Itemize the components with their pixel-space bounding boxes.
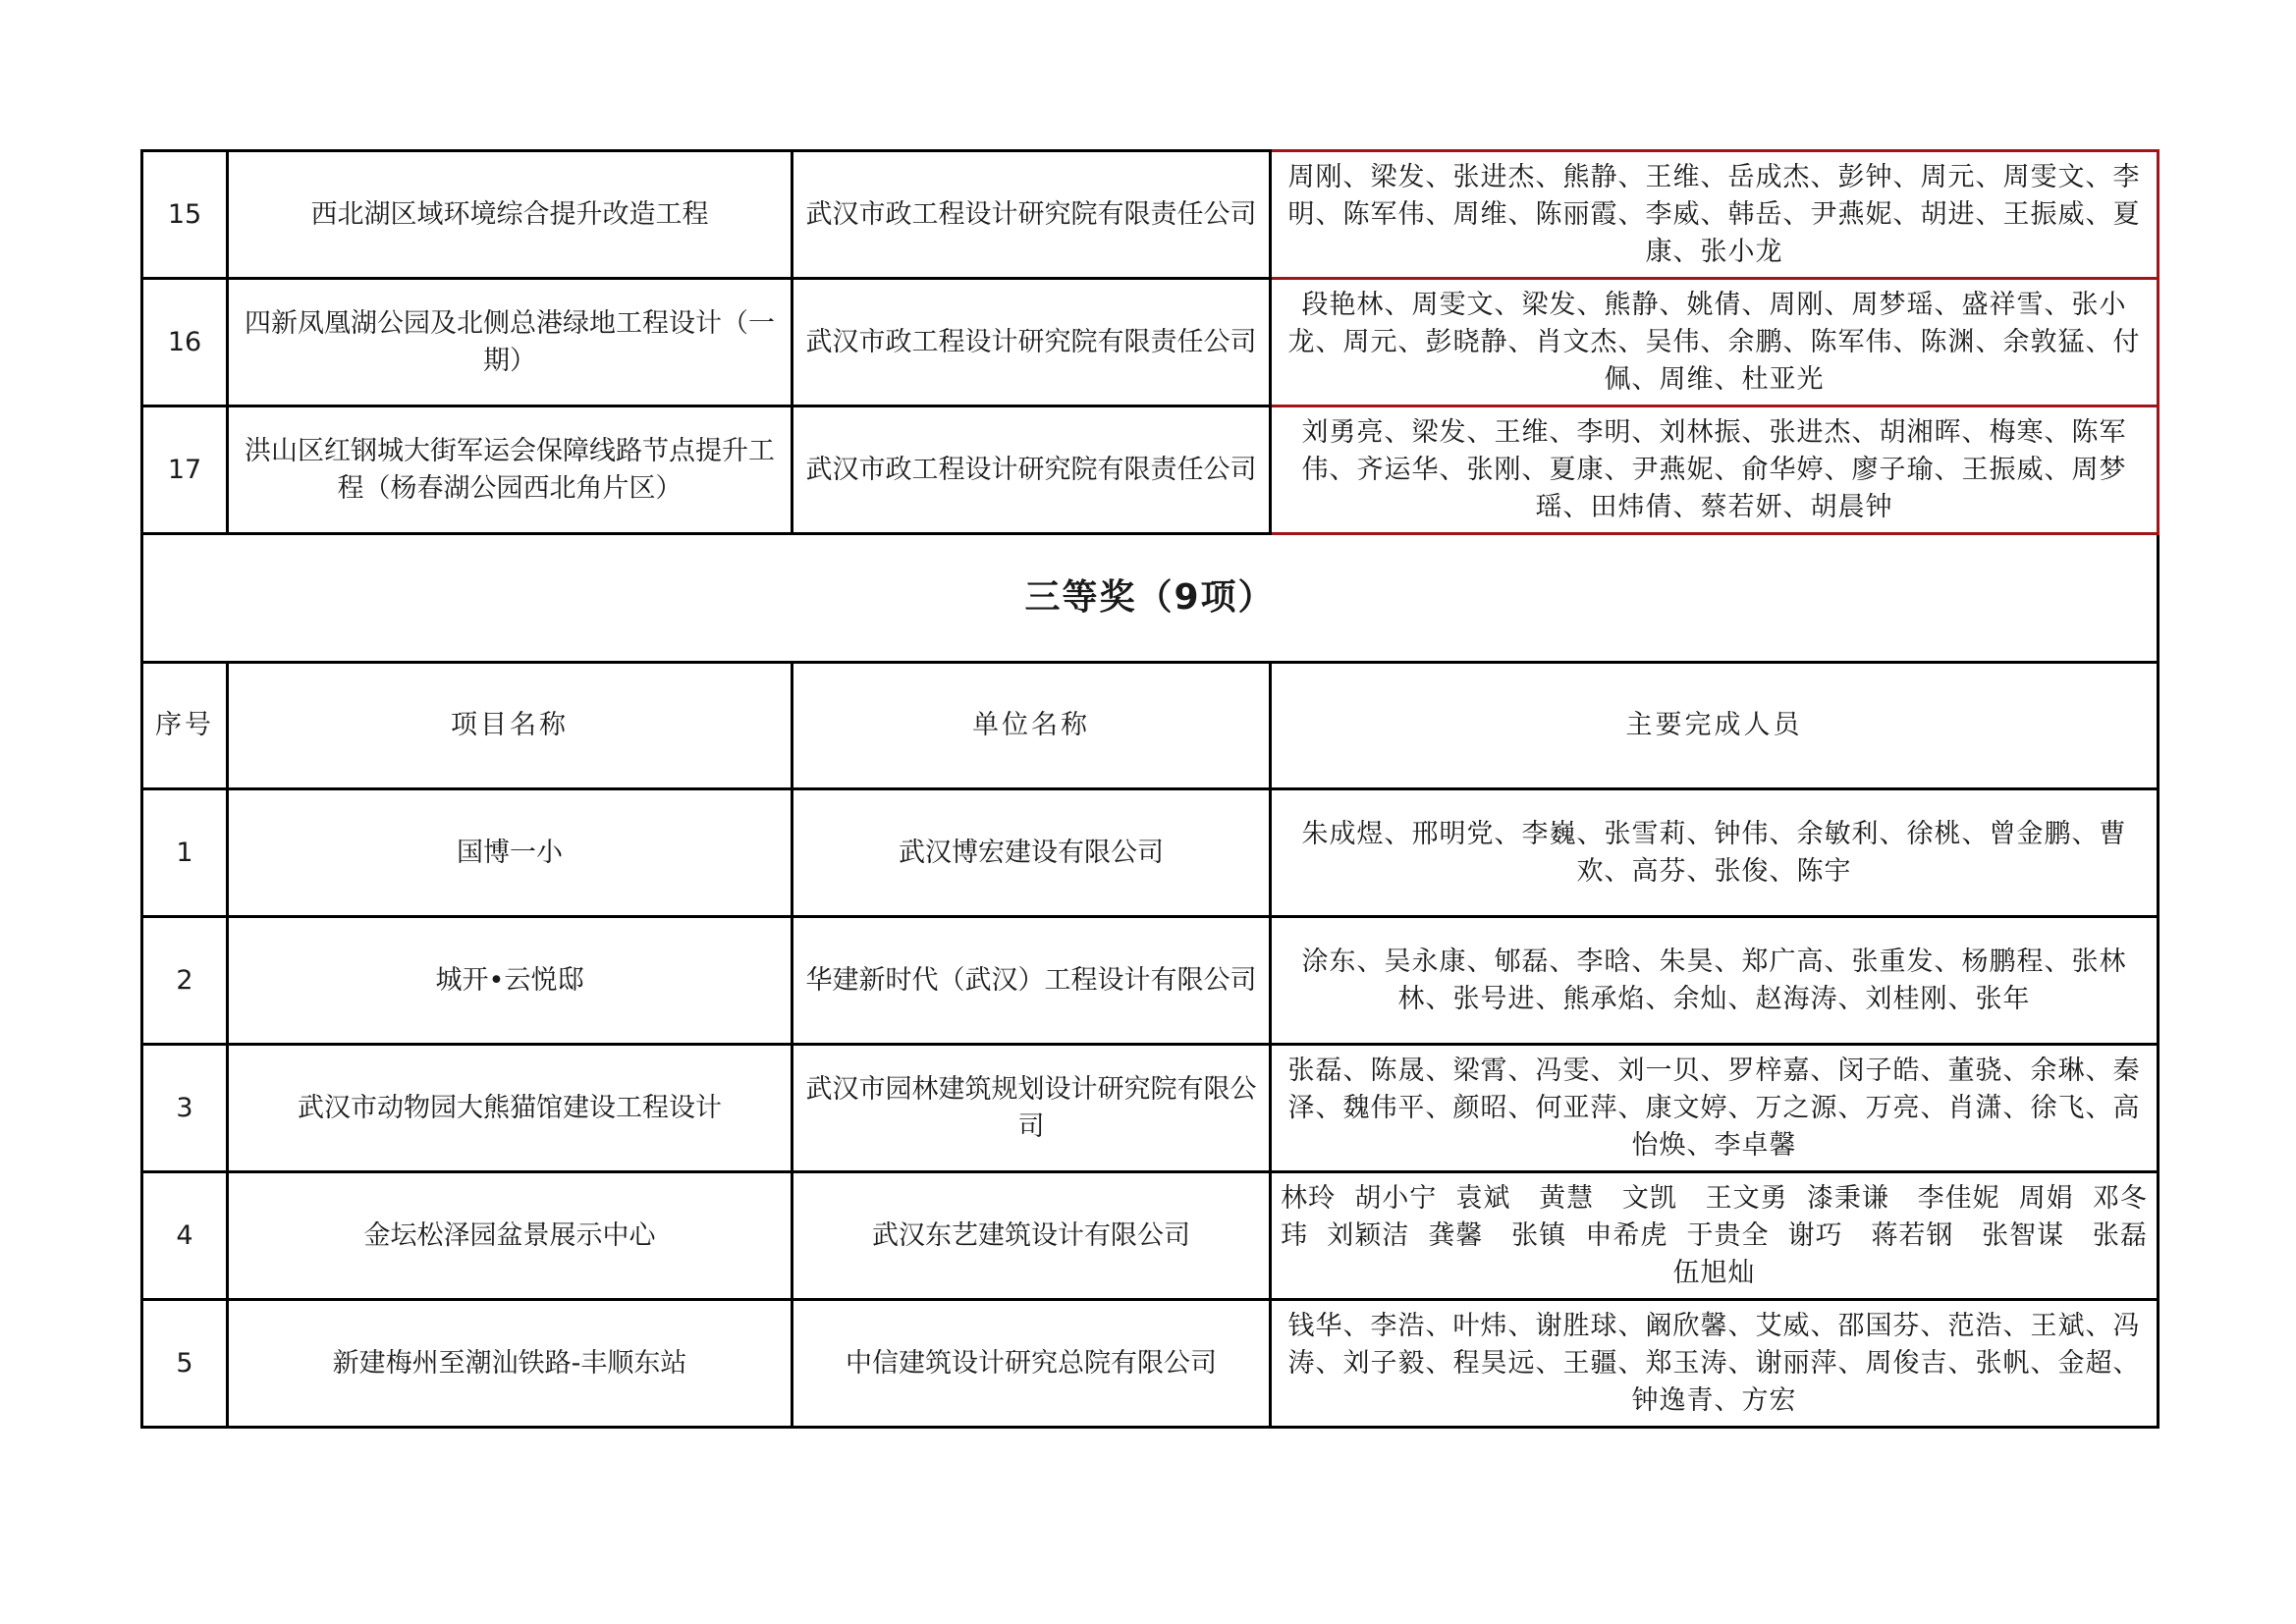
project-name: 国博一小	[228, 789, 793, 917]
table-row	[142, 789, 2159, 917]
row-number: 4	[142, 1172, 228, 1300]
unit-name: 武汉东艺建筑设计有限公司	[793, 1172, 1271, 1300]
project-name: 四新凤凰湖公园及北侧总港绿地工程设计（一期）	[228, 279, 793, 406]
main-personnel: 刘勇亮、梁发、王维、李明、刘林振、张进杰、胡湘晖、梅寒、陈军伟、齐运华、张刚、夏康、尹燕妮、俞华婷、廖子瑜、王振威、周梦瑶、田炜倩、蔡若妍、胡晨钟	[1271, 406, 2159, 534]
table-row	[142, 917, 2159, 1045]
unit-name: 武汉市政工程设计研究院有限责任公司	[793, 279, 1271, 406]
unit-name: 武汉博宏建设有限公司	[793, 789, 1271, 917]
project-name: 西北湖区域环境综合提升改造工程	[228, 151, 793, 279]
table-row	[142, 1172, 2159, 1300]
column-header-row	[142, 663, 2159, 789]
table-row	[142, 1300, 2159, 1428]
table-row	[142, 406, 2159, 534]
project-name: 洪山区红钢城大街军运会保障线路节点提升工程（杨春湖公园西北角片区）	[228, 406, 793, 534]
main-personnel: 钱华、李浩、叶炜、谢胜球、阚欣馨、艾威、邵国芬、范浩、王斌、冯涛、刘子毅、程昊远、王疆、郑玉涛、谢丽萍、周俊吉、张帆、金超、钟逸青、方宏	[1271, 1300, 2159, 1428]
project-name: 金坛松泽园盆景展示中心	[228, 1172, 793, 1300]
row-number: 15	[142, 151, 228, 279]
table-row	[142, 279, 2159, 406]
unit-name: 武汉市政工程设计研究院有限责任公司	[793, 151, 1271, 279]
main-personnel: 张磊、陈晟、梁霄、冯雯、刘一贝、罗梓嘉、闵子皓、董骁、余琳、秦泽、魏伟平、颜昭、何亚萍、康文婷、万之源、万亮、肖潇、徐飞、高怡焕、李卓馨	[1271, 1045, 2159, 1172]
unit-name: 武汉市园林建筑规划设计研究院有限公司	[793, 1045, 1271, 1172]
unit-name: 华建新时代（武汉）工程设计有限公司	[793, 917, 1271, 1045]
column-header-unit: 单位名称	[793, 663, 1271, 789]
column-header-number: 序号	[142, 663, 228, 789]
row-number: 1	[142, 789, 228, 917]
row-number: 16	[142, 279, 228, 406]
main-personnel: 周刚、梁发、张进杰、熊静、王维、岳成杰、彭钟、周元、周雯文、李明、陈军伟、周维、陈丽霞、李威、韩岳、尹燕妮、胡进、王振威、夏康、张小龙	[1271, 151, 2159, 279]
project-name: 新建梅州至潮汕铁路-丰顺东站	[228, 1300, 793, 1428]
section-title: 三等奖（9项）	[142, 534, 2159, 663]
awards-table	[140, 149, 2176, 1429]
main-personnel: 林玲 胡小宁 袁斌 黄慧 文凯 王文勇 漆秉谦 李佳妮 周娟 邓冬玮 刘颖洁 龚馨 张镇 申希虎 于贵全 谢巧 蒋若钢 张智谋 张磊 伍旭灿	[1271, 1172, 2159, 1300]
column-header-people: 主要完成人员	[1271, 663, 2159, 789]
row-number: 2	[142, 917, 228, 1045]
row-number: 5	[142, 1300, 228, 1428]
project-name: 武汉市动物园大熊猫馆建设工程设计	[228, 1045, 793, 1172]
section-heading-row	[142, 534, 2159, 663]
table-row	[142, 151, 2159, 279]
main-personnel: 朱成煜、邢明党、李巍、张雪莉、钟伟、余敏利、徐桃、曾金鹏、曹欢、高芬、张俊、陈宇	[1271, 789, 2159, 917]
row-number: 3	[142, 1045, 228, 1172]
unit-name: 武汉市政工程设计研究院有限责任公司	[793, 406, 1271, 534]
main-personnel: 段艳林、周雯文、梁发、熊静、姚倩、周刚、周梦瑶、盛祥雪、张小龙、周元、彭晓静、肖文杰、吴伟、余鹏、陈军伟、陈渊、余敦猛、付佩、周维、杜亚光	[1271, 279, 2159, 406]
unit-name: 中信建筑设计研究总院有限公司	[793, 1300, 1271, 1428]
row-number: 17	[142, 406, 228, 534]
project-name: 城开•云悦邸	[228, 917, 793, 1045]
column-header-project: 项目名称	[228, 663, 793, 789]
table-row	[142, 1045, 2159, 1172]
main-personnel: 涂东、吴永康、郇磊、李晗、朱昊、郑广高、张重发、杨鹏程、张林林、张号进、熊承焰、余灿、赵海涛、刘桂刚、张年	[1271, 917, 2159, 1045]
